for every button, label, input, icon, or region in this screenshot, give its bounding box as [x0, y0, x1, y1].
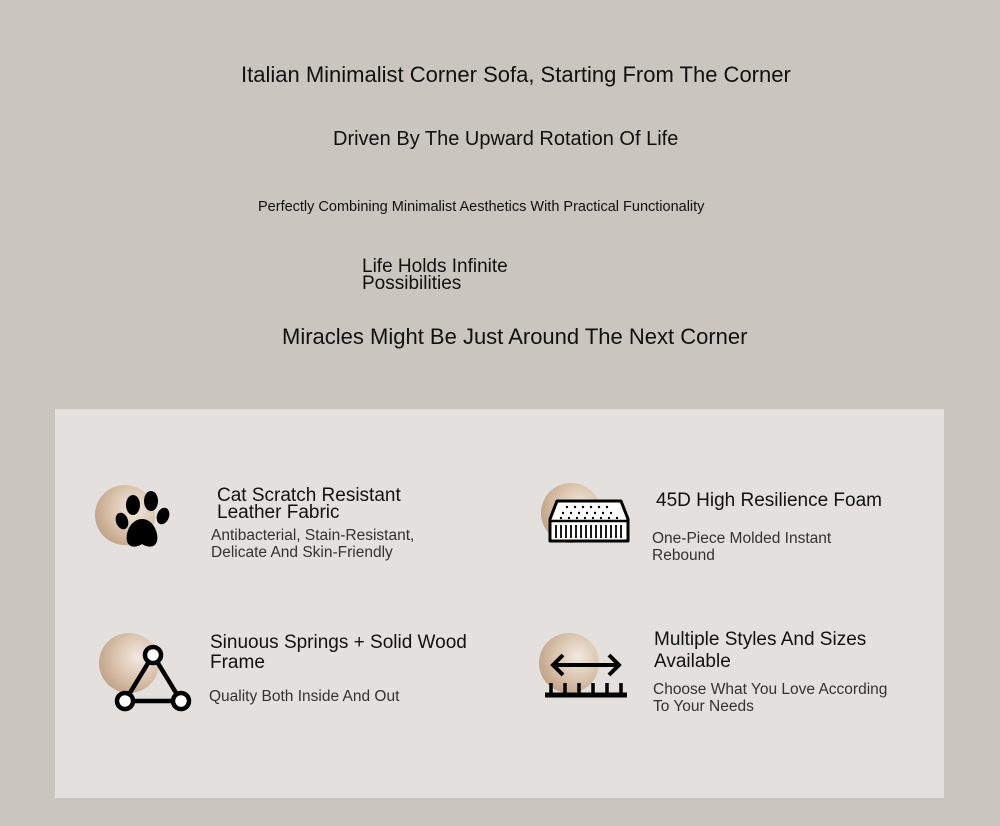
headline-next-corner: Miracles Might Be Just Around The Next Corner — [282, 324, 748, 349]
feature-3-title: Sinuous Springs + Solid Wood Frame — [210, 632, 467, 673]
headline-infinite-possibilities: Life Holds Infinite Possibilities — [362, 256, 508, 294]
feature-2-icon-group — [541, 483, 641, 573]
headline-upward-rotation: Driven By The Upward Rotation Of Life — [333, 128, 679, 150]
feature-4-title: Multiple Styles And Sizes Available — [654, 629, 867, 672]
feature-4-subtitle: Choose What You Love According To Your Needs — [653, 681, 888, 715]
headline-corner-sofa: Italian Minimalist Corner Sofa, Starting From The Corner — [241, 62, 791, 87]
features-panel — [55, 409, 944, 798]
feature-2-subtitle: One-Piece Molded Instant Rebound — [652, 530, 832, 564]
mattress-icon — [547, 497, 631, 547]
feature-3-subtitle: Quality Both Inside And Out — [209, 688, 400, 705]
feature-3-icon-group — [99, 631, 199, 721]
feature-1-title: Cat Scratch Resistant Leather Fabric — [217, 485, 401, 523]
triangle-nodes-icon — [113, 643, 193, 713]
width-arrows-icon — [543, 651, 629, 701]
feature-2-title: 45D High Resilience Foam — [656, 490, 882, 511]
feature-4-icon-group — [539, 631, 639, 721]
paw-icon — [113, 483, 183, 553]
feature-1-subtitle: Antibacterial, Stain-Resistant, Delicate And Skin-Friendly — [211, 527, 415, 561]
feature-1-icon-group — [95, 483, 195, 573]
headline-aesthetics: Perfectly Combining Minimalist Aesthetics With Practical Functionality — [258, 199, 705, 215]
